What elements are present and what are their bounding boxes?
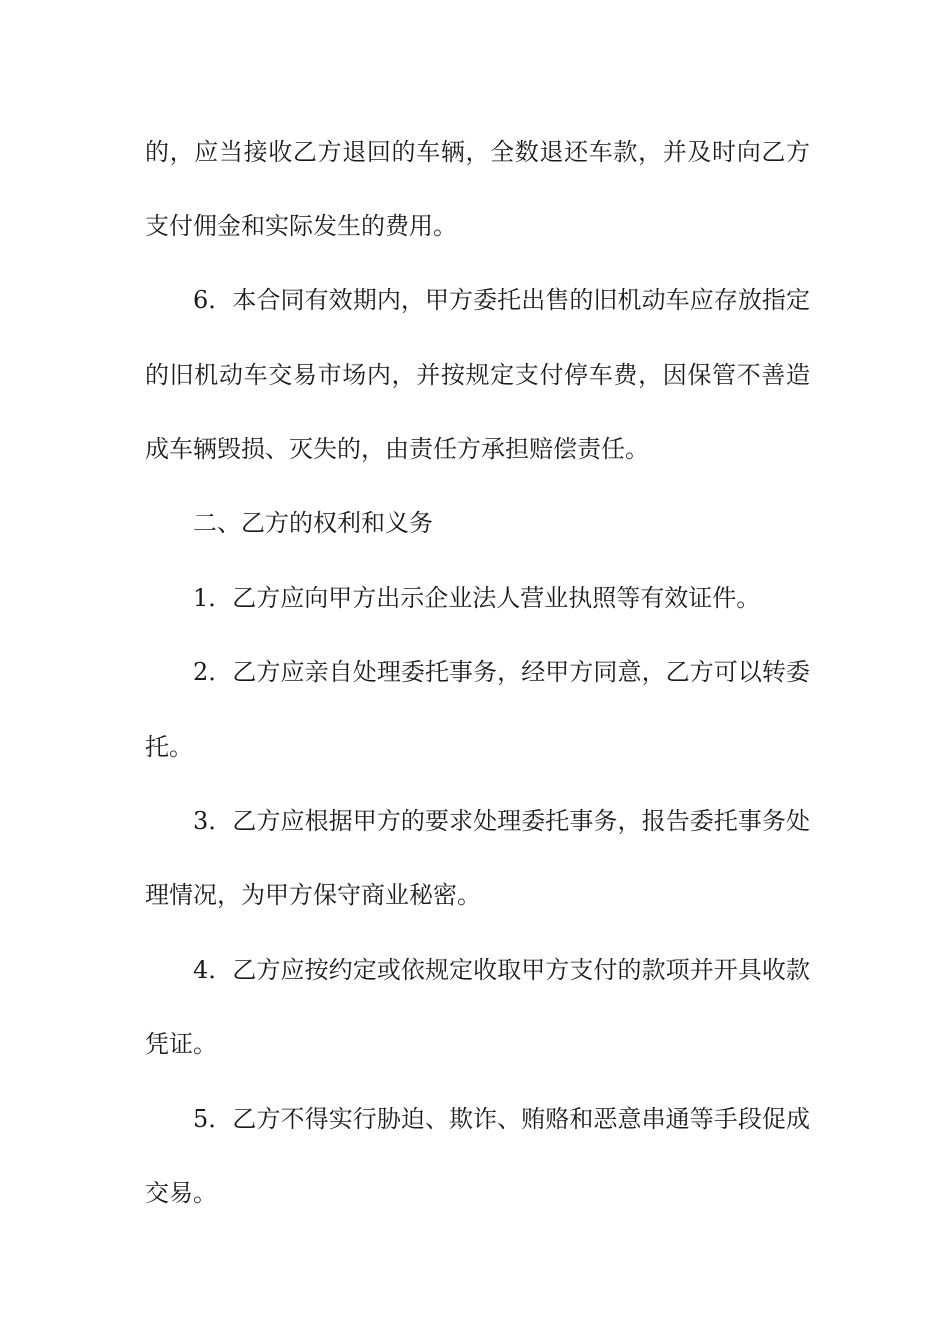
text-line: 2．乙方应亲自处理委托事务，经甲方同意，乙方可以转委 — [193, 658, 810, 686]
text-line: 1．乙方应向甲方出示企业法人营业执照等有效证件。 — [193, 584, 761, 612]
text-line: 3．乙方应根据甲方的要求处理委托事务，报告委托事务处 — [193, 807, 810, 835]
text-line: 的旧机动车交易市场内，并按规定支付停车费，因保管不善造 — [145, 361, 810, 389]
section-heading: 二、乙方的权利和义务 — [193, 509, 433, 537]
text-line: 的，应当接收乙方退回的车辆，全数退还车款，并及时向乙方 — [145, 138, 810, 166]
text-line: 托。 — [145, 733, 193, 761]
text-line: 支付佣金和实际发生的费用。 — [145, 212, 457, 240]
text-line: 5．乙方不得实行胁迫、欺诈、贿赂和恶意串通等手段促成 — [193, 1105, 810, 1133]
text-line: 成车辆毁损、灭失的，由责任方承担赔偿责任。 — [145, 435, 649, 463]
text-line: 凭证。 — [145, 1030, 217, 1058]
text-line: 理情况，为甲方保守商业秘密。 — [145, 881, 481, 909]
text-line: 6．本合同有效期内，甲方委托出售的旧机动车应存放指定 — [193, 286, 810, 314]
text-line: 交易。 — [145, 1179, 217, 1207]
text-line: 4．乙方应按约定或依规定收取甲方支付的款项并开具收款 — [193, 956, 810, 984]
